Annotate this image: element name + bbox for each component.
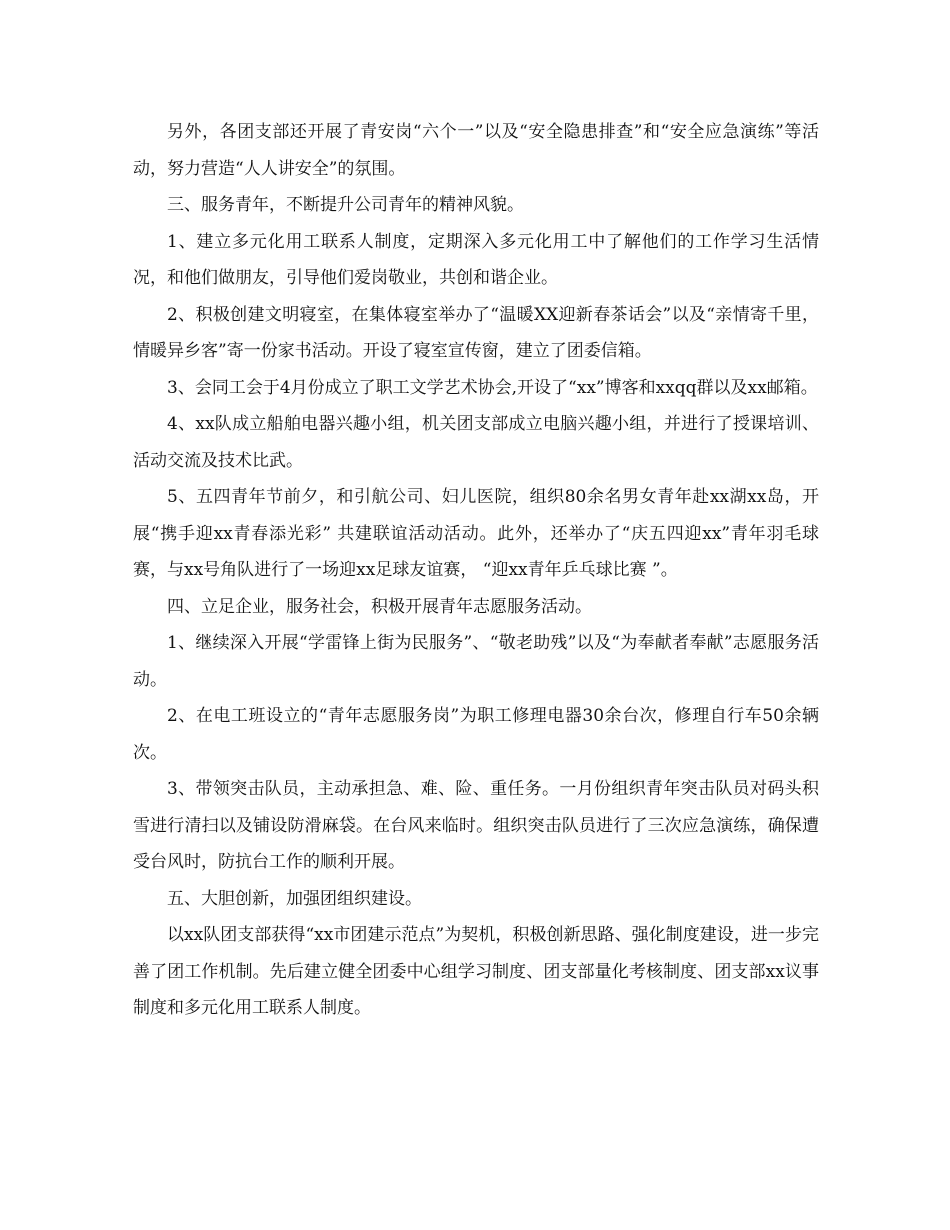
document-body	[133, 114, 819, 1027]
paragraph-item-2-volunteer-post: 2、在电工班设立的“青年志愿服务岗”为职工修理电器30余台次，修理自行车50余辆次。	[133, 706, 819, 763]
paragraph-organization-building: 以xx队团支部获得“xx市团建示范点”为契机，积极创新思路、强化制度建设，进一步完善了团工作机制。先后建立健全团委中心组学习制度、团支部量化考核制度、团支部xx议事制度和多元化用工联系人制度。	[133, 925, 819, 1018]
paragraph-item-5-youth-day: 5、五四青年节前夕，和引航公司、妇儿医院，组织80余名男女青年赴xx湖xx岛，开展“携手迎xx青春添光彩” 共建联谊活动活动。此外，还举办了“庆五四迎xx”青年羽毛球赛，与xx号角队进行了一场迎xx足球友谊赛， “迎xx青年乒乓球比赛 ”。	[133, 487, 819, 580]
paragraph-item-3-commando: 3、带领突击队员，主动承担急、难、险、重任务。一月份组织青年突击队员对码头积雪进行清扫以及铺设防滑麻袋。在台风来临时。组织突击队员进行了三次应急演练，确保遭受台风时，防抗台工作的顺利开展。	[133, 779, 819, 872]
section-heading-serve-youth: 三、服务青年，不断提升公司青年的精神风貌。	[167, 195, 524, 215]
paragraph-safety-activities: 另外，各团支部还开展了青安岗“六个一”以及“安全隐患排查”和“安全应急演练”等活动，努力营造“人人讲安全”的氛围。	[133, 122, 819, 179]
section-heading-innovation: 五、大胆创新，加强团组织建设。	[167, 888, 422, 909]
paragraph-item-3-arts-association: 3、会同工会于4月份成立了职工文学艺术协会,开设了“xx”博客和xxqq群以及xx邮箱。	[167, 377, 818, 398]
paragraph-item-1-contact-system: 1、建立多元化用工联系人制度，定期深入多元化用工中了解他们的工作学习生活情况，和他们做朋友，引导他们爱岗敬业，共创和谐企业。	[133, 231, 819, 288]
paragraph-item-2-dormitory: 2、积极创建文明寝室，在集体寝室举办了“温暖XX迎新春茶话会”以及“亲情寄千里，情暖异乡客”寄一份家书活动。开设了寝室宣传窗，建立了团委信箱。	[133, 304, 819, 361]
section-heading-volunteer: 四、立足企业，服务社会，积极开展青年志愿服务活动。	[167, 596, 592, 617]
paragraph-item-4-interest-groups: 4、xx队成立船舶电器兴趣小组，机关团支部成立电脑兴趣小组，并进行了授课培训、活动交流及技术比武。	[133, 414, 819, 471]
paragraph-item-1-volunteer-activities: 1、继续深入开展“学雷锋上街为民服务”、“敬老助残”以及“为奉献者奉献”志愿服务活动。	[133, 633, 819, 690]
